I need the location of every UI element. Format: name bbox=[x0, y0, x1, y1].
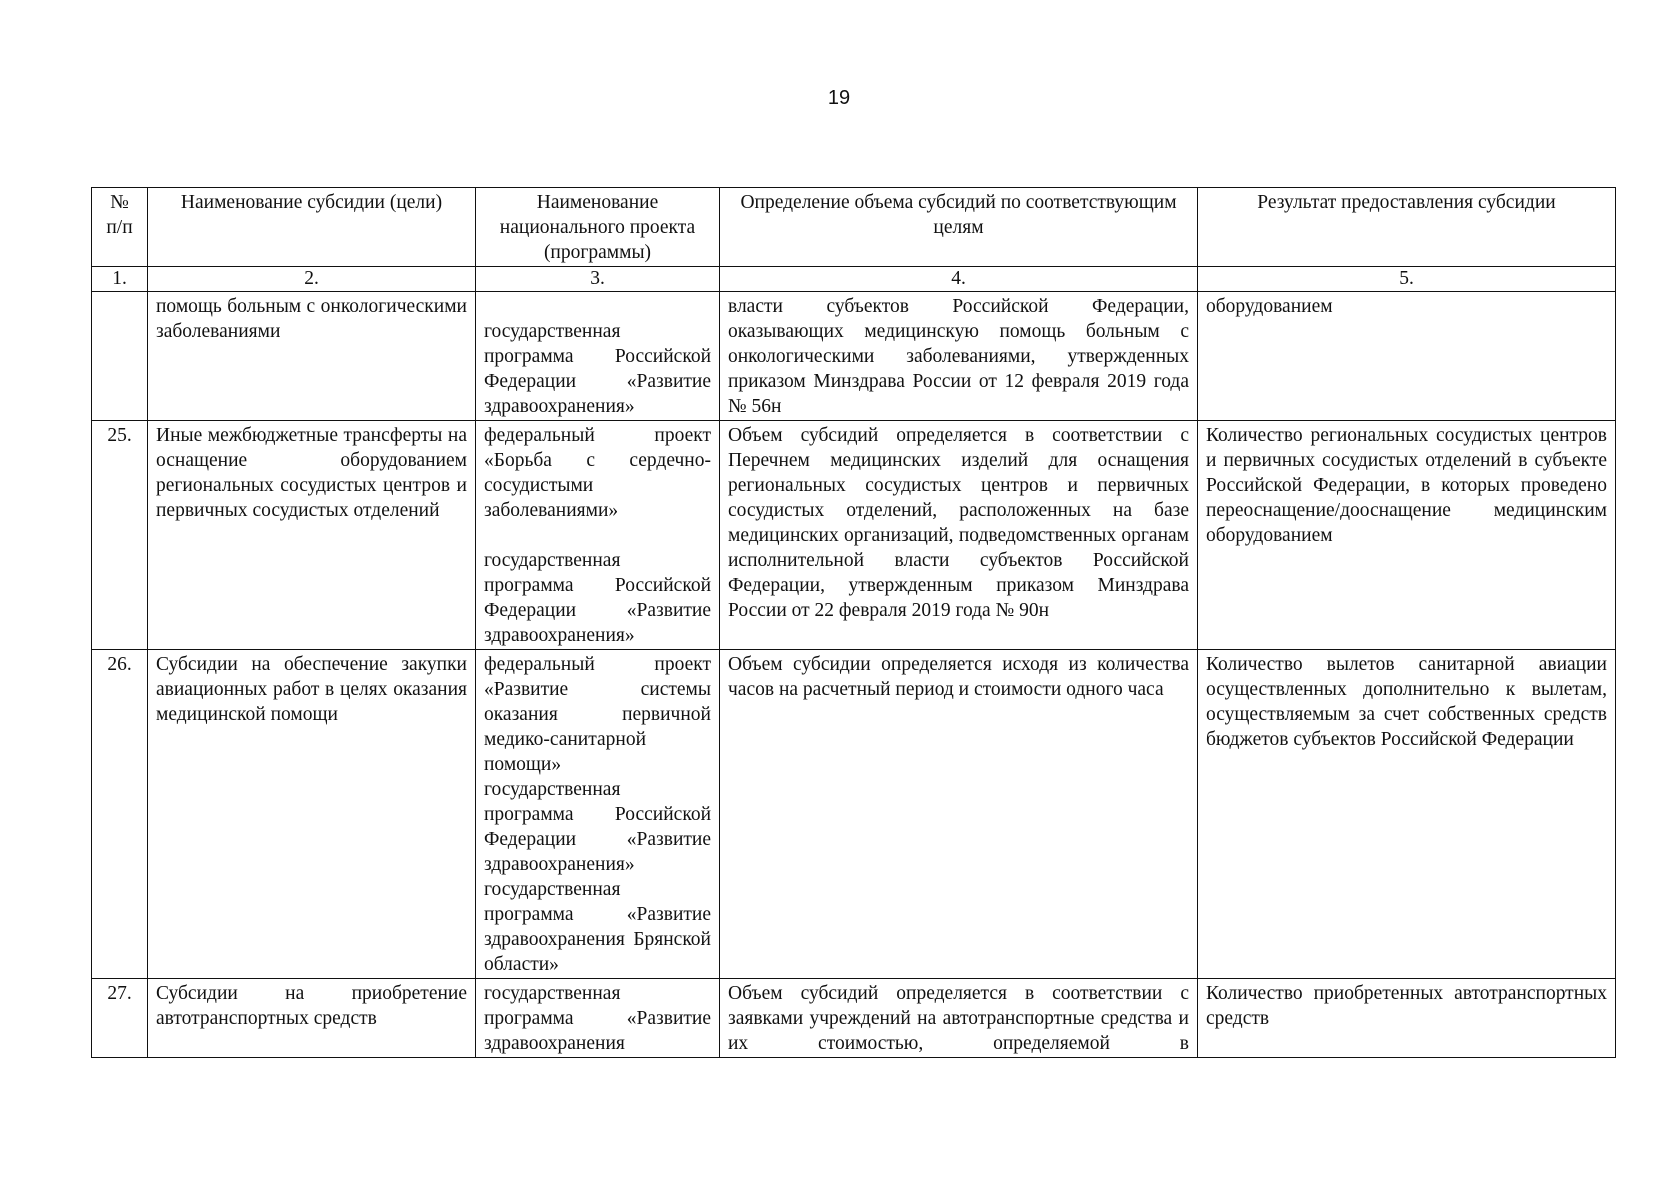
result-text: Количество вылетов санитарной авиации осуществленных дополнительно к вылетам, осуществляемым за счет собственных средств бюджетов субъектов Российской Федерации bbox=[1206, 654, 1607, 750]
header-subsidy-name: Наименование субсидии (цели) bbox=[148, 188, 476, 267]
table-row bbox=[92, 421, 1616, 650]
result-cell bbox=[1198, 292, 1616, 421]
row-number: 26. bbox=[92, 650, 148, 979]
volume-cell bbox=[720, 421, 1198, 650]
subsidy-table bbox=[91, 187, 1616, 1058]
result-text: Количество региональных сосудистых центров и первичных сосудистых отделений в субъекте Российской Федерации, в которых проведено переоснащение/дооснащение медицинским оборудованием bbox=[1206, 425, 1607, 546]
column-index-row bbox=[92, 267, 1616, 292]
project-text-part-3: государственная программа «Развитие здравоохранения Брянской области» bbox=[484, 879, 711, 975]
result-cell bbox=[1198, 650, 1616, 979]
volume-text: власти субъектов Российской Федерации, оказывающих медицинскую помощь больным с онкологическими заболеваниями, утвержденных приказом Минздрава России от 12 февраля 2019 года № 56н bbox=[728, 296, 1189, 417]
page-number: 19 bbox=[827, 87, 851, 109]
subsidy-name: помощь больным с онкологическими заболеваниями bbox=[156, 296, 467, 342]
project-text: государственная программа «Развитие здравоохранения bbox=[484, 983, 711, 1054]
subsidy-name-cell bbox=[148, 979, 476, 1058]
subsidy-name-cell bbox=[148, 292, 476, 421]
result-cell bbox=[1198, 421, 1616, 650]
result-text: Количество приобретенных автотранспортных средств bbox=[1206, 983, 1607, 1029]
result-cell bbox=[1198, 979, 1616, 1058]
volume-cell bbox=[720, 292, 1198, 421]
volume-text: Объем субсидий определяется в соответствии с заявками учреждений на автотранспортные средства и их стоимостью, определяемой в bbox=[728, 983, 1189, 1054]
column-index-2: 2. bbox=[148, 267, 476, 292]
spacer bbox=[484, 294, 711, 319]
result-text: оборудованием bbox=[1206, 296, 1333, 317]
project-text-part-2: государственная программа Российской Федерации «Развитие здравоохранения» bbox=[484, 779, 711, 875]
row-number: 25. bbox=[92, 421, 148, 650]
table-row bbox=[92, 292, 1616, 421]
project-text-part-1: федеральный проект «Развитие системы оказания первичной медико-санитарной помощи» bbox=[484, 654, 711, 775]
column-index-3: 3. bbox=[476, 267, 720, 292]
project-text: государственная программа Российской Федерации «Развитие здравоохранения» bbox=[484, 550, 711, 646]
subsidy-name: Субсидии на приобретение автотранспортных средств bbox=[156, 983, 467, 1029]
project-cell bbox=[476, 292, 720, 421]
table-row bbox=[92, 979, 1616, 1058]
header-number: № п/п bbox=[92, 188, 148, 267]
header-national-project: Наименование национального проекта (программы) bbox=[476, 188, 720, 267]
row-number bbox=[92, 292, 148, 421]
column-index-4: 4. bbox=[720, 267, 1198, 292]
project-intro-text: федеральный проект «Борьба с сердечно-сосудистыми заболеваниями» bbox=[484, 425, 711, 521]
header-result: Результат предоставления субсидии bbox=[1198, 188, 1616, 267]
volume-text: Объем субсидии определяется исходя из количества часов на расчетный период и стоимости одного часа bbox=[728, 654, 1189, 700]
subsidy-name: Иные межбюджетные трансферты на оснащение оборудованием региональных сосудистых центров и первичных сосудистых отделений bbox=[156, 425, 467, 521]
column-index-1: 1. bbox=[92, 267, 148, 292]
project-cell bbox=[476, 979, 720, 1058]
volume-cell bbox=[720, 650, 1198, 979]
volume-cell bbox=[720, 979, 1198, 1058]
project-text: государственная программа Российской Федерации «Развитие здравоохранения» bbox=[484, 321, 711, 417]
project-cell bbox=[476, 650, 720, 979]
header-row bbox=[92, 188, 1616, 267]
subsidy-name: Субсидии на обеспечение закупки авиационных работ в целях оказания медицинской помощи bbox=[156, 654, 467, 725]
volume-text: Объем субсидий определяется в соответствии с Перечнем медицинских изделий для оснащения региональных сосудистых центров и первичных сосудистых отделений, расположенных на базе медицинских организаций, подведомственных органам исполнительной власти субъектов Российской Федерации, утвержденным приказом Минздрава России от 22 февраля 2019 года № 90н bbox=[728, 425, 1189, 621]
table-row bbox=[92, 650, 1616, 979]
column-index-5: 5. bbox=[1198, 267, 1616, 292]
project-cell bbox=[476, 421, 720, 650]
subsidy-name-cell bbox=[148, 421, 476, 650]
spacer bbox=[484, 523, 711, 548]
subsidy-name-cell bbox=[148, 650, 476, 979]
row-number: 27. bbox=[92, 979, 148, 1058]
header-volume-definition: Определение объема субсидий по соответствующим целям bbox=[720, 188, 1198, 267]
